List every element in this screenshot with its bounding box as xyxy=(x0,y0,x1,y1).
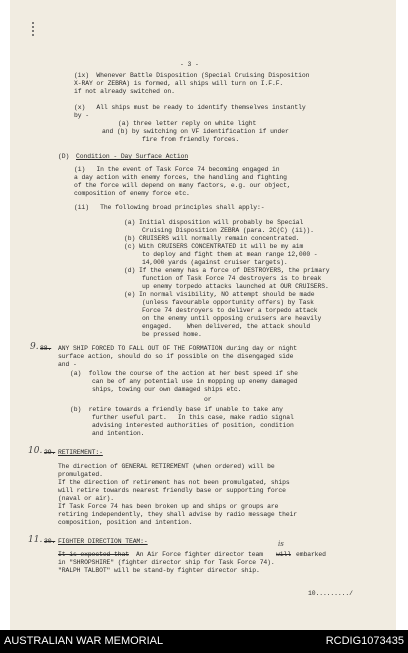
d-e-line-1: (e) In normal visibility, NO attempt should be made xyxy=(124,291,315,298)
d-e-line-5: engaged. When delivered, the attack should xyxy=(142,323,311,330)
d-d-line-1: (d) If the enemy has a force of DESTROYERS, the primary xyxy=(124,267,330,274)
document-page xyxy=(10,0,396,630)
para-10-title: RETIREMENT:- xyxy=(58,449,103,456)
para-11-embarked: embarked xyxy=(296,551,326,558)
para-9-b-line-1: (b) retire towards a friendly base if unable to take any xyxy=(70,406,283,413)
para-9-line-2: surface action, should do so if possible on the disengaged side xyxy=(58,353,294,360)
para-10-line-5: (naval or air). xyxy=(58,495,115,502)
d-e-line-3: Force 74 destroyers to deliver a torpedo attack xyxy=(142,307,318,314)
para-ix-line-2: X-RAY or ZEBRA) is formed, all ships will turn on I.F.F. xyxy=(74,80,284,87)
para-9-b-line-3: advising interested authorities of position, condition xyxy=(92,422,294,429)
section-d-label: (D) xyxy=(58,153,70,160)
para-10-number: 10. xyxy=(28,446,43,456)
section-d-title: Condition - Day Surface Action xyxy=(76,153,189,160)
para-11-handwritten-is: is xyxy=(278,540,284,548)
para-11-line-2: in "SHROPSHIRE" (fighter director ship for Task Force 74). xyxy=(58,559,275,566)
para-x-b2: fire from friendly forces. xyxy=(142,136,240,143)
para-9-number: 9. xyxy=(30,342,39,352)
footer-record-id: RCDIG1073435 xyxy=(325,635,404,647)
para-11-struck-will: will xyxy=(276,551,291,558)
para-10-line-7: retiring independently, they shall advise by radio message their xyxy=(58,511,298,518)
d-a-line-2: Cruising Disposition ZEBRA (para. 2C(C) (ii)). xyxy=(142,227,314,234)
para-x-line-1: (x) All ships must be ready to identify themselves instantly xyxy=(74,104,306,111)
para-10-line-6: If Task Force 74 has been broken up and ships or groups are xyxy=(58,503,279,510)
d-i-line-1: (i) In the event of Task Force 74 becoming engaged in xyxy=(74,166,280,173)
d-c-line-3: 14,000 yards (against cruiser targets). xyxy=(142,259,288,266)
para-x-a: (a) three letter reply on white light xyxy=(118,120,257,127)
d-e-line-2: (unless favourable opportunity offers) by Task xyxy=(142,299,314,306)
para-9-a-line-1: (a) follow the course of the action at her best speed if she xyxy=(70,370,298,377)
d-c-line-1: (c) With CRUISERS CONCENTRATED it will be my aim xyxy=(124,243,304,250)
d-e-line-6: be pressed home. xyxy=(142,331,202,338)
para-9-a-line-2: can be of any potential use in mopping up enemy damaged xyxy=(92,378,298,385)
para-11-old-number: 30. xyxy=(44,538,56,545)
para-9-a-line-3: ships, towing our own damaged ships etc. xyxy=(92,386,242,393)
para-x-b: and (b) by switching on VF identification if under xyxy=(102,128,289,135)
para-10-line-8: composition, position and intention. xyxy=(58,519,193,526)
d-d-line-3: up enemy torpedo attacks launched at OUR CRUISERS. xyxy=(142,283,329,290)
d-i-line-3: of the force will depend on many factors, e.g. our object, xyxy=(74,182,291,189)
d-a-line-1: (a) Initial disposition will probably be Special xyxy=(124,219,304,226)
para-11-number: 11. xyxy=(28,535,43,545)
para-ix-line-3: if not already switched on. xyxy=(74,88,175,95)
d-b: (b) CRUISERS will normally remain concentrated. xyxy=(124,235,300,242)
para-10-line-4: will retire towards nearest friendly base or supporting force xyxy=(58,487,286,494)
para-10-old-number: 29. xyxy=(44,449,56,456)
d-i-line-2: a day action with enemy forces, the handling and fighting xyxy=(74,174,287,181)
para-9-b-line-2: further useful part. In this case, make radio signal xyxy=(92,414,294,421)
para-9-b-line-4: and intention. xyxy=(92,430,145,437)
page-number: - 3 - xyxy=(180,61,199,68)
continuation-marker: 10........./ xyxy=(308,590,353,597)
para-ix-line-1: (ix) Whenever Battle Disposition (Special Cruising Disposition xyxy=(74,72,310,79)
d-c-line-2: to deploy and fight them at mean range 12,000 - xyxy=(142,251,318,258)
d-d-line-2: function of Task Force 74 destroyers is to break xyxy=(142,275,322,282)
para-10-line-3: If the direction of retirement has not been promulgated, ships xyxy=(58,479,290,486)
footer-institution: AUSTRALIAN WAR MEMORIAL xyxy=(4,635,164,647)
para-9-line-3: and - xyxy=(58,361,77,368)
para-10-line-1: The direction of GENERAL RETIREMENT (when ordered) will be xyxy=(58,463,275,470)
para-9-or: or xyxy=(204,396,212,403)
para-11-struck-text: It is expected that xyxy=(58,551,129,558)
para-11-line-1: An Air Force fighter director team xyxy=(136,551,263,558)
d-i-line-4: composition of enemy force etc. xyxy=(74,190,190,197)
archive-footer xyxy=(0,630,408,653)
para-9-old-number: 88. xyxy=(40,345,52,352)
para-x-line-2: by - xyxy=(74,112,89,119)
para-11-line-3: "RALPH TALBOT" will be stand-by fighter director ship. xyxy=(58,567,260,574)
para-9-line-1: ANY SHIP FORCED TO FALL OUT OF THE FORMATION during day or night xyxy=(58,345,298,352)
para-11-title: FIGHTER DIRECTION TEAM:- xyxy=(58,538,148,545)
para-10-line-2: promulgated. xyxy=(58,471,103,478)
d-e-line-4: on the enemy until opposing cruisers are heavily xyxy=(142,315,322,322)
d-ii: (ii) The following broad principles shall apply:- xyxy=(74,204,265,211)
